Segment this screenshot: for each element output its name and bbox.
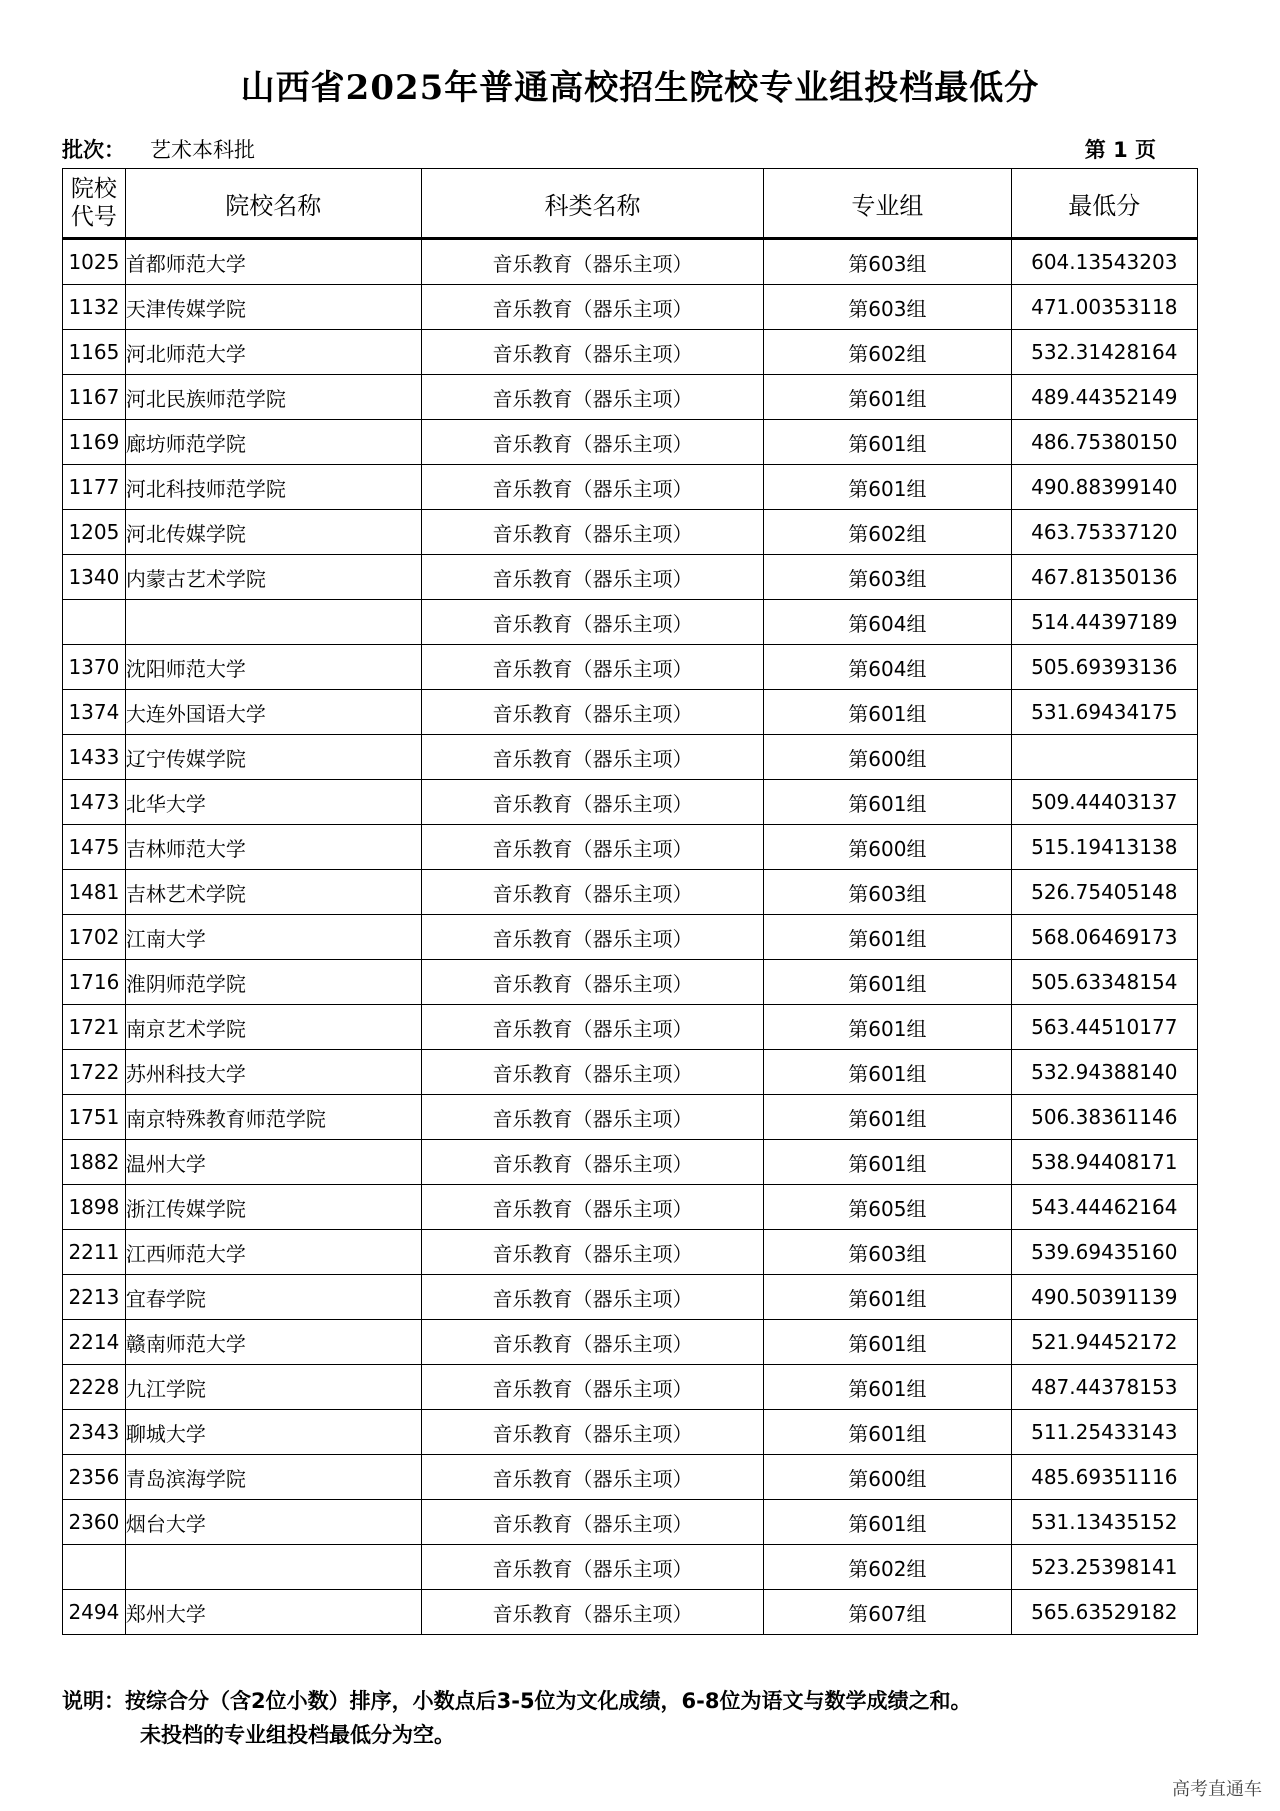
column-header-group: 专业组: [764, 169, 1011, 239]
cell-score: [1011, 735, 1197, 780]
cell-category: 音乐教育（器乐主项）: [421, 600, 764, 645]
cell-code: 1882: [63, 1140, 126, 1185]
cell-code: [63, 600, 126, 645]
table-row: [63, 915, 1198, 960]
cell-score: 505.63348154: [1011, 960, 1197, 1005]
cell-category: 音乐教育（器乐主项）: [421, 375, 764, 420]
cell-school-name: 浙江传媒学院: [125, 1185, 421, 1230]
cell-score: 511.25433143: [1011, 1410, 1197, 1455]
cell-school-name: 郑州大学: [125, 1590, 421, 1635]
cell-code: 1473: [63, 780, 126, 825]
cell-code: 2494: [63, 1590, 126, 1635]
cell-score: 514.44397189: [1011, 600, 1197, 645]
cell-category: 音乐教育（器乐主项）: [421, 1590, 764, 1635]
cell-code: 2214: [63, 1320, 126, 1365]
cell-score: 531.13435152: [1011, 1500, 1197, 1545]
table-header-row: [63, 169, 1198, 239]
cell-school-name: 廊坊师范学院: [125, 420, 421, 465]
cell-code: [63, 1545, 126, 1590]
cell-score: 471.00353118: [1011, 285, 1197, 330]
cell-school-name: 淮阴师范学院: [125, 960, 421, 1005]
cell-group: 第601组: [764, 1275, 1011, 1320]
cell-score: 489.44352149: [1011, 375, 1197, 420]
cell-school-name: 宜春学院: [125, 1275, 421, 1320]
cell-category: 音乐教育（器乐主项）: [421, 870, 764, 915]
cell-code: 1722: [63, 1050, 126, 1095]
cell-category: 音乐教育（器乐主项）: [421, 239, 764, 285]
cell-school-name: 沈阳师范大学: [125, 645, 421, 690]
cell-code: 1132: [63, 285, 126, 330]
table-row: [63, 1365, 1198, 1410]
batch-value: 艺术本科批: [150, 138, 255, 162]
batch-line: [62, 134, 1156, 166]
cell-school-name: 河北传媒学院: [125, 510, 421, 555]
table-row: [63, 239, 1198, 285]
cell-group: 第602组: [764, 330, 1011, 375]
cell-school-name: 南京特殊教育师范学院: [125, 1095, 421, 1140]
cell-school-name: 天津传媒学院: [125, 285, 421, 330]
cell-score: 490.88399140: [1011, 465, 1197, 510]
cell-group: 第603组: [764, 239, 1011, 285]
cell-code: 2343: [63, 1410, 126, 1455]
cell-group: 第601组: [764, 465, 1011, 510]
table-row: [63, 1410, 1198, 1455]
cell-code: 1167: [63, 375, 126, 420]
cell-group: 第601组: [764, 1500, 1011, 1545]
cell-group: 第603组: [764, 870, 1011, 915]
table-row: [63, 1320, 1198, 1365]
cell-score: 487.44378153: [1011, 1365, 1197, 1410]
cell-school-name: 吉林艺术学院: [125, 870, 421, 915]
table-row: [63, 1095, 1198, 1140]
cell-score: 467.81350136: [1011, 555, 1197, 600]
table-row: [63, 1230, 1198, 1275]
cell-category: 音乐教育（器乐主项）: [421, 1275, 764, 1320]
cell-school-name: 辽宁传媒学院: [125, 735, 421, 780]
cell-category: 音乐教育（器乐主项）: [421, 510, 764, 555]
cell-school-name: 烟台大学: [125, 1500, 421, 1545]
table-row: [63, 1005, 1198, 1050]
table-row: [63, 330, 1198, 375]
table-row: [63, 690, 1198, 735]
cell-code: 1177: [63, 465, 126, 510]
cell-category: 音乐教育（器乐主项）: [421, 915, 764, 960]
cell-code: 1702: [63, 915, 126, 960]
table-row: [63, 285, 1198, 330]
table-row: [63, 1050, 1198, 1095]
table-row: [63, 1545, 1198, 1590]
cell-group: 第601组: [764, 780, 1011, 825]
note-line-1: 说明：按综合分（含2位小数）排序，小数点后3-5位为文化成绩，6-8位为语文与数学成绩之和。: [62, 1689, 972, 1713]
cell-code: 1433: [63, 735, 126, 780]
cell-category: 音乐教育（器乐主项）: [421, 1500, 764, 1545]
table-row: [63, 1455, 1198, 1500]
cell-code: 1898: [63, 1185, 126, 1230]
cell-school-name: 内蒙古艺术学院: [125, 555, 421, 600]
table-row: [63, 465, 1198, 510]
cell-group: 第601组: [764, 1140, 1011, 1185]
note-line-2: 未投档的专业组投档最低分为空。: [140, 1723, 455, 1747]
column-header-code-line1: 院校: [70, 176, 117, 202]
cell-group: 第601组: [764, 420, 1011, 465]
cell-code: 1370: [63, 645, 126, 690]
cell-group: 第607组: [764, 1590, 1011, 1635]
cell-score: 604.13543203: [1011, 239, 1197, 285]
cell-score: 463.75337120: [1011, 510, 1197, 555]
cell-school-name: [125, 1545, 421, 1590]
cell-category: 音乐教育（器乐主项）: [421, 285, 764, 330]
cell-category: 音乐教育（器乐主项）: [421, 690, 764, 735]
cell-group: 第601组: [764, 1005, 1011, 1050]
cell-school-name: 青岛滨海学院: [125, 1455, 421, 1500]
cell-code: 2228: [63, 1365, 126, 1410]
batch-label: 批次：: [62, 138, 125, 162]
table-row: [63, 735, 1198, 780]
cell-score: 509.44403137: [1011, 780, 1197, 825]
cell-category: 音乐教育（器乐主项）: [421, 1005, 764, 1050]
cell-category: 音乐教育（器乐主项）: [421, 825, 764, 870]
cell-score: 515.19413138: [1011, 825, 1197, 870]
cell-score: 485.69351116: [1011, 1455, 1197, 1500]
table-row: [63, 1275, 1198, 1320]
cell-school-name: 江南大学: [125, 915, 421, 960]
cell-code: 2213: [63, 1275, 126, 1320]
cell-category: 音乐教育（器乐主项）: [421, 1410, 764, 1455]
cell-code: 1205: [63, 510, 126, 555]
cell-code: 1340: [63, 555, 126, 600]
cell-group: 第601组: [764, 1410, 1011, 1455]
cell-score: 532.31428164: [1011, 330, 1197, 375]
cell-school-name: 江西师范大学: [125, 1230, 421, 1275]
cell-group: 第601组: [764, 1095, 1011, 1140]
cell-group: 第600组: [764, 1455, 1011, 1500]
cell-category: 音乐教育（器乐主项）: [421, 330, 764, 375]
table-row: [63, 600, 1198, 645]
cell-code: 2360: [63, 1500, 126, 1545]
cell-score: 543.44462164: [1011, 1185, 1197, 1230]
cell-group: 第605组: [764, 1185, 1011, 1230]
cell-category: 音乐教育（器乐主项）: [421, 1185, 764, 1230]
cell-score: 563.44510177: [1011, 1005, 1197, 1050]
column-header-category: 科类名称: [421, 169, 764, 239]
cell-code: 2356: [63, 1455, 126, 1500]
cell-score: 521.94452172: [1011, 1320, 1197, 1365]
table-row: [63, 780, 1198, 825]
cell-school-name: 聊城大学: [125, 1410, 421, 1455]
column-header-code: [63, 169, 126, 239]
table-row: [63, 375, 1198, 420]
cell-group: 第603组: [764, 285, 1011, 330]
table-row: [63, 1500, 1198, 1545]
notes: [62, 1684, 1212, 1752]
cell-score: 506.38361146: [1011, 1095, 1197, 1140]
table-row: [63, 1140, 1198, 1185]
cell-code: 1475: [63, 825, 126, 870]
cell-score: 526.75405148: [1011, 870, 1197, 915]
cell-score: 565.63529182: [1011, 1590, 1197, 1635]
cell-code: 1374: [63, 690, 126, 735]
table-row: [63, 1185, 1198, 1230]
cell-group: 第601组: [764, 375, 1011, 420]
table-row: [63, 960, 1198, 1005]
cell-category: 音乐教育（器乐主项）: [421, 1050, 764, 1095]
cell-group: 第600组: [764, 825, 1011, 870]
cell-score: 490.50391139: [1011, 1275, 1197, 1320]
cell-code: 1165: [63, 330, 126, 375]
table-row: [63, 420, 1198, 465]
cell-category: 音乐教育（器乐主项）: [421, 465, 764, 510]
table-row: [63, 645, 1198, 690]
cell-school-name: 河北科技师范学院: [125, 465, 421, 510]
cell-score: 523.25398141: [1011, 1545, 1197, 1590]
cell-school-name: 苏州科技大学: [125, 1050, 421, 1095]
column-header-name: 院校名称: [125, 169, 421, 239]
cell-group: 第601组: [764, 1365, 1011, 1410]
score-table: [62, 168, 1198, 1635]
cell-group: 第603组: [764, 555, 1011, 600]
cell-school-name: 河北民族师范学院: [125, 375, 421, 420]
cell-score: 538.94408171: [1011, 1140, 1197, 1185]
cell-group: 第601组: [764, 1050, 1011, 1095]
cell-school-name: 吉林师范大学: [125, 825, 421, 870]
cell-category: 音乐教育（器乐主项）: [421, 420, 764, 465]
cell-code: 1481: [63, 870, 126, 915]
watermark: 高考直通车: [1172, 1779, 1262, 1800]
table-row: [63, 870, 1198, 915]
cell-group: 第604组: [764, 600, 1011, 645]
cell-score: 505.69393136: [1011, 645, 1197, 690]
table-body: [63, 239, 1198, 1635]
column-header-score: 最低分: [1011, 169, 1197, 239]
cell-category: 音乐教育（器乐主项）: [421, 1320, 764, 1365]
cell-category: 音乐教育（器乐主项）: [421, 1230, 764, 1275]
cell-group: 第602组: [764, 1545, 1011, 1590]
cell-school-name: 赣南师范大学: [125, 1320, 421, 1365]
table-row: [63, 555, 1198, 600]
table-row: [63, 1590, 1198, 1635]
cell-school-name: 北华大学: [125, 780, 421, 825]
cell-score: 532.94388140: [1011, 1050, 1197, 1095]
cell-category: 音乐教育（器乐主项）: [421, 1455, 764, 1500]
cell-group: 第600组: [764, 735, 1011, 780]
cell-category: 音乐教育（器乐主项）: [421, 960, 764, 1005]
cell-group: 第601组: [764, 960, 1011, 1005]
cell-school-name: [125, 600, 421, 645]
cell-category: 音乐教育（器乐主项）: [421, 555, 764, 600]
cell-group: 第602组: [764, 510, 1011, 555]
cell-school-name: 河北师范大学: [125, 330, 421, 375]
cell-code: 1716: [63, 960, 126, 1005]
cell-category: 音乐教育（器乐主项）: [421, 735, 764, 780]
cell-group: 第601组: [764, 690, 1011, 735]
cell-category: 音乐教育（器乐主项）: [421, 645, 764, 690]
column-header-code-line2: 代号: [70, 204, 117, 230]
cell-score: 486.75380150: [1011, 420, 1197, 465]
cell-school-name: 南京艺术学院: [125, 1005, 421, 1050]
cell-score: 531.69434175: [1011, 690, 1197, 735]
cell-score: 539.69435160: [1011, 1230, 1197, 1275]
cell-school-name: 首都师范大学: [125, 239, 421, 285]
cell-category: 音乐教育（器乐主项）: [421, 1365, 764, 1410]
cell-school-name: 大连外国语大学: [125, 690, 421, 735]
page-title: 山西省2025年普通高校招生院校专业组投档最低分: [240, 68, 1040, 108]
cell-code: 1169: [63, 420, 126, 465]
cell-code: 1751: [63, 1095, 126, 1140]
cell-group: 第601组: [764, 915, 1011, 960]
cell-group: 第604组: [764, 645, 1011, 690]
cell-code: 2211: [63, 1230, 126, 1275]
table-row: [63, 825, 1198, 870]
table-row: [63, 510, 1198, 555]
cell-score: 568.06469173: [1011, 915, 1197, 960]
cell-school-name: 九江学院: [125, 1365, 421, 1410]
cell-school-name: 温州大学: [125, 1140, 421, 1185]
cell-code: 1721: [63, 1005, 126, 1050]
cell-category: 音乐教育（器乐主项）: [421, 1095, 764, 1140]
page-number: 第 1 页: [1084, 138, 1156, 162]
cell-group: 第601组: [764, 1320, 1011, 1365]
cell-category: 音乐教育（器乐主项）: [421, 1140, 764, 1185]
cell-category: 音乐教育（器乐主项）: [421, 780, 764, 825]
cell-category: 音乐教育（器乐主项）: [421, 1545, 764, 1590]
cell-code: 1025: [63, 239, 126, 285]
cell-group: 第603组: [764, 1230, 1011, 1275]
